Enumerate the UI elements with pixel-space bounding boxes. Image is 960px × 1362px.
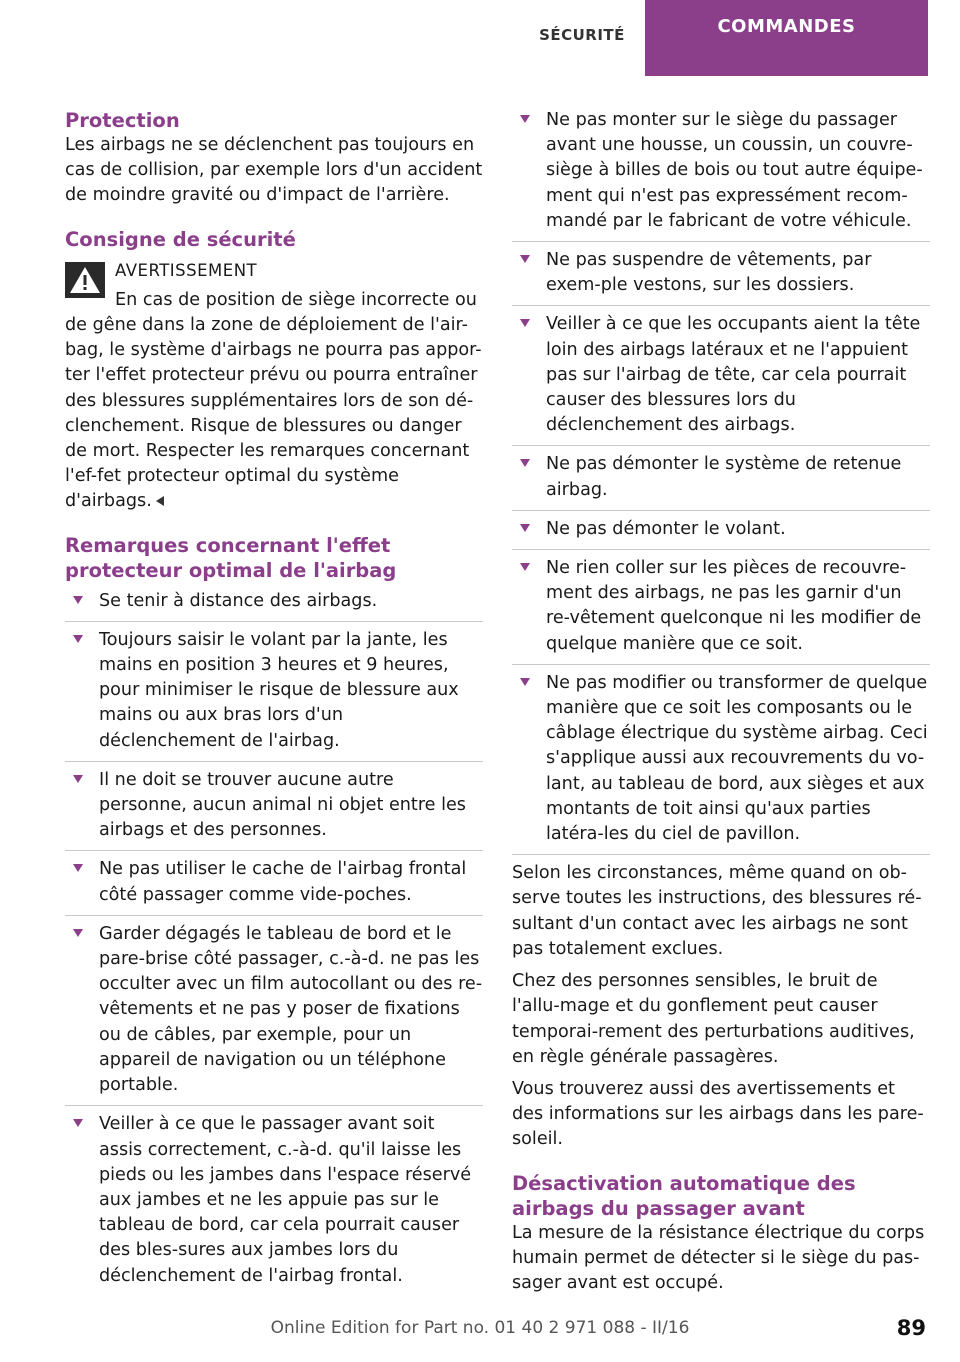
bullet-triangle-icon: [520, 524, 530, 532]
paragraph-circumstances: Selon les circonstances, même quand on ob-serve toutes les instructions, des blessures ré-sultant d'un contact avec les airbags ne sont pas totalement exclues.: [512, 854, 930, 962]
bullet-triangle-icon: [520, 459, 530, 467]
tab-securite[interactable]: SÉCURITÉ: [539, 26, 625, 44]
bullet-triangle-icon: [73, 929, 83, 937]
list-item: [512, 445, 930, 509]
end-mark-icon: [156, 496, 164, 506]
bullet-triangle-icon: [520, 678, 530, 686]
bullet-triangle-icon: [520, 563, 530, 571]
bullet-triangle-icon: [73, 635, 83, 643]
list-item-text: Ne rien coller sur les pièces de recouvre-ment des airbags, ne pas les garnir d'un re-vêtement quelconque ni les modifier de quelque manière que ce soit.: [546, 558, 922, 654]
bullet-triangle-icon: [73, 596, 83, 604]
list-item-text: Veiller à ce que les occupants aient la tête loin des airbags latéraux et ne l'appuient pas sur l'airbag de tête, car cela pourrait causer des blessures lors du déclenchement des airbags.: [546, 314, 921, 436]
right-column: [512, 108, 930, 1303]
list-item-text: Se tenir à distance des airbags.: [99, 590, 378, 611]
left-column: [65, 108, 483, 1296]
list-item-text: Ne pas démonter le système de retenue airbag.: [546, 454, 902, 500]
list-item: [65, 850, 483, 914]
bullet-triangle-icon: [73, 864, 83, 872]
page-number: 89: [896, 1316, 926, 1340]
list-item-text: Il ne doit se trouver aucune autre personne, aucun animal ni objet entre les airbags et des personnes.: [99, 769, 466, 841]
bullet-triangle-icon: [73, 775, 83, 783]
list-item-text: Ne pas monter sur le siège du passager avant une housse, un coussin, un couvre-siège à billes de bois ou tout autre équipe-ment qui n'est pas expressément recom-mandé par le fabricant de votre véhicule.: [546, 110, 923, 231]
precautions-list: [512, 108, 930, 854]
paragraph-sensitive: Chez des personnes sensibles, le bruit de l'allu-mage et du gonflement peut causer temporai-rement des perturbations auditives, en règle générale passagères.: [512, 971, 915, 1067]
list-item: [65, 915, 483, 1105]
warning-triangle-icon: [65, 262, 105, 298]
protection-heading: Protection: [65, 109, 180, 132]
remarks-heading: Remarques concernant l'effet protecteur optimal de l'airbag: [65, 533, 397, 582]
bullet-triangle-icon: [520, 115, 530, 123]
list-item: [512, 108, 930, 241]
warning-block: [65, 258, 483, 515]
footer-edition: Online Edition for Part no. 01 40 2 971 088 - II/16: [270, 1318, 690, 1338]
list-item: [512, 510, 930, 549]
bullet-triangle-icon: [520, 319, 530, 327]
deactivation-text: La mesure de la résistance électrique du corps humain permet de détecter si le siège du pas-sager avant est occupé.: [512, 1222, 925, 1293]
list-item-text: Garder dégagés le tableau de bord et le pare-brise côté passager, c.-à-d. ne pas les occulter avec un film autocollant ou des re-vêtements et ne pas y poser de fixations ou de câbles, par exemple, pour un appareil de navigation ou un téléphone portable.: [99, 923, 483, 1096]
list-item-text: Ne pas suspendre de vêtements, par exem-ple vestons, sur les dossiers.: [546, 250, 872, 296]
list-item: [65, 589, 483, 621]
list-item: [512, 241, 930, 305]
protection-text: Les airbags ne se déclenchent pas toujours en cas de collision, par exemple lors d'un accident de moindre gravité ou d'impact de l'arrière.: [65, 135, 483, 206]
warning-rest: de gêne dans la zone de déploiement de l'air-bag, le système d'airbags ne pourra pas appor-ter l'effet protecteur prévu ou pourra entraîner des blessures supplémentaires lors de son dé-clenchement. Risque de blessures ou danger de mort. Respecter les remarques concernant l'ef-fet protecteur optimal du système d'airbags.: [65, 315, 482, 512]
warning-first-line: En cas de position de siège incorrecte ou: [115, 289, 477, 310]
list-item: [65, 1105, 483, 1295]
list-item-text: Ne pas démonter le volant.: [546, 518, 786, 539]
bullet-triangle-icon: [73, 1119, 83, 1127]
deactivation-heading: Désactivation automatique des airbags du passager avant: [512, 1171, 856, 1220]
tab-commandes-label: COMMANDES: [667, 0, 906, 52]
list-item-text: Veiller à ce que le passager avant soit assis correctement, c.-à-d. qu'il laisse les pieds ou les jambes dans l'espace réservé aux jambes et ne les appuie pas sur le tableau de bord, car cela pourrait causer des bles-sures aux jambes lors du déclenchement de l'airbag frontal.: [99, 1114, 472, 1286]
list-item-text: Ne pas utiliser le cache de l'airbag frontal côté passager comme vide-poches.: [99, 859, 467, 905]
list-item: [65, 621, 483, 761]
paragraph-sunvisor: Vous trouverez aussi des avertissements et des informations sur les airbags dans les pare-soleil.: [512, 1078, 924, 1150]
tab-commandes[interactable]: [645, 0, 928, 76]
bullet-triangle-icon: [520, 255, 530, 263]
list-item-text: Ne pas modifier ou transformer de quelque manière que ce soit les composants ou le câblage électrique du système airbag. Ceci s'applique aussi aux recouvrements du vo-lant, au tableau de bord, aux sièges et aux montants de toit ainsi qu'aux parties latéra-les du ciel de pavillon.: [546, 672, 928, 845]
list-item: [512, 549, 930, 664]
safety-heading: Consigne de sécurité: [65, 227, 296, 251]
list-item: [512, 664, 930, 854]
warning-label: AVERTISSEMENT: [115, 260, 258, 280]
remarks-list: [65, 589, 483, 1296]
warning-text: [65, 313, 483, 515]
list-item: [65, 761, 483, 851]
list-item: [512, 305, 930, 445]
list-item-text: Toujours saisir le volant par la jante, les mains en position 3 heures et 9 heures, pour minimiser le risque de blessure aux mains ou aux bras lors d'un déclenchement de l'airbag.: [99, 629, 459, 751]
